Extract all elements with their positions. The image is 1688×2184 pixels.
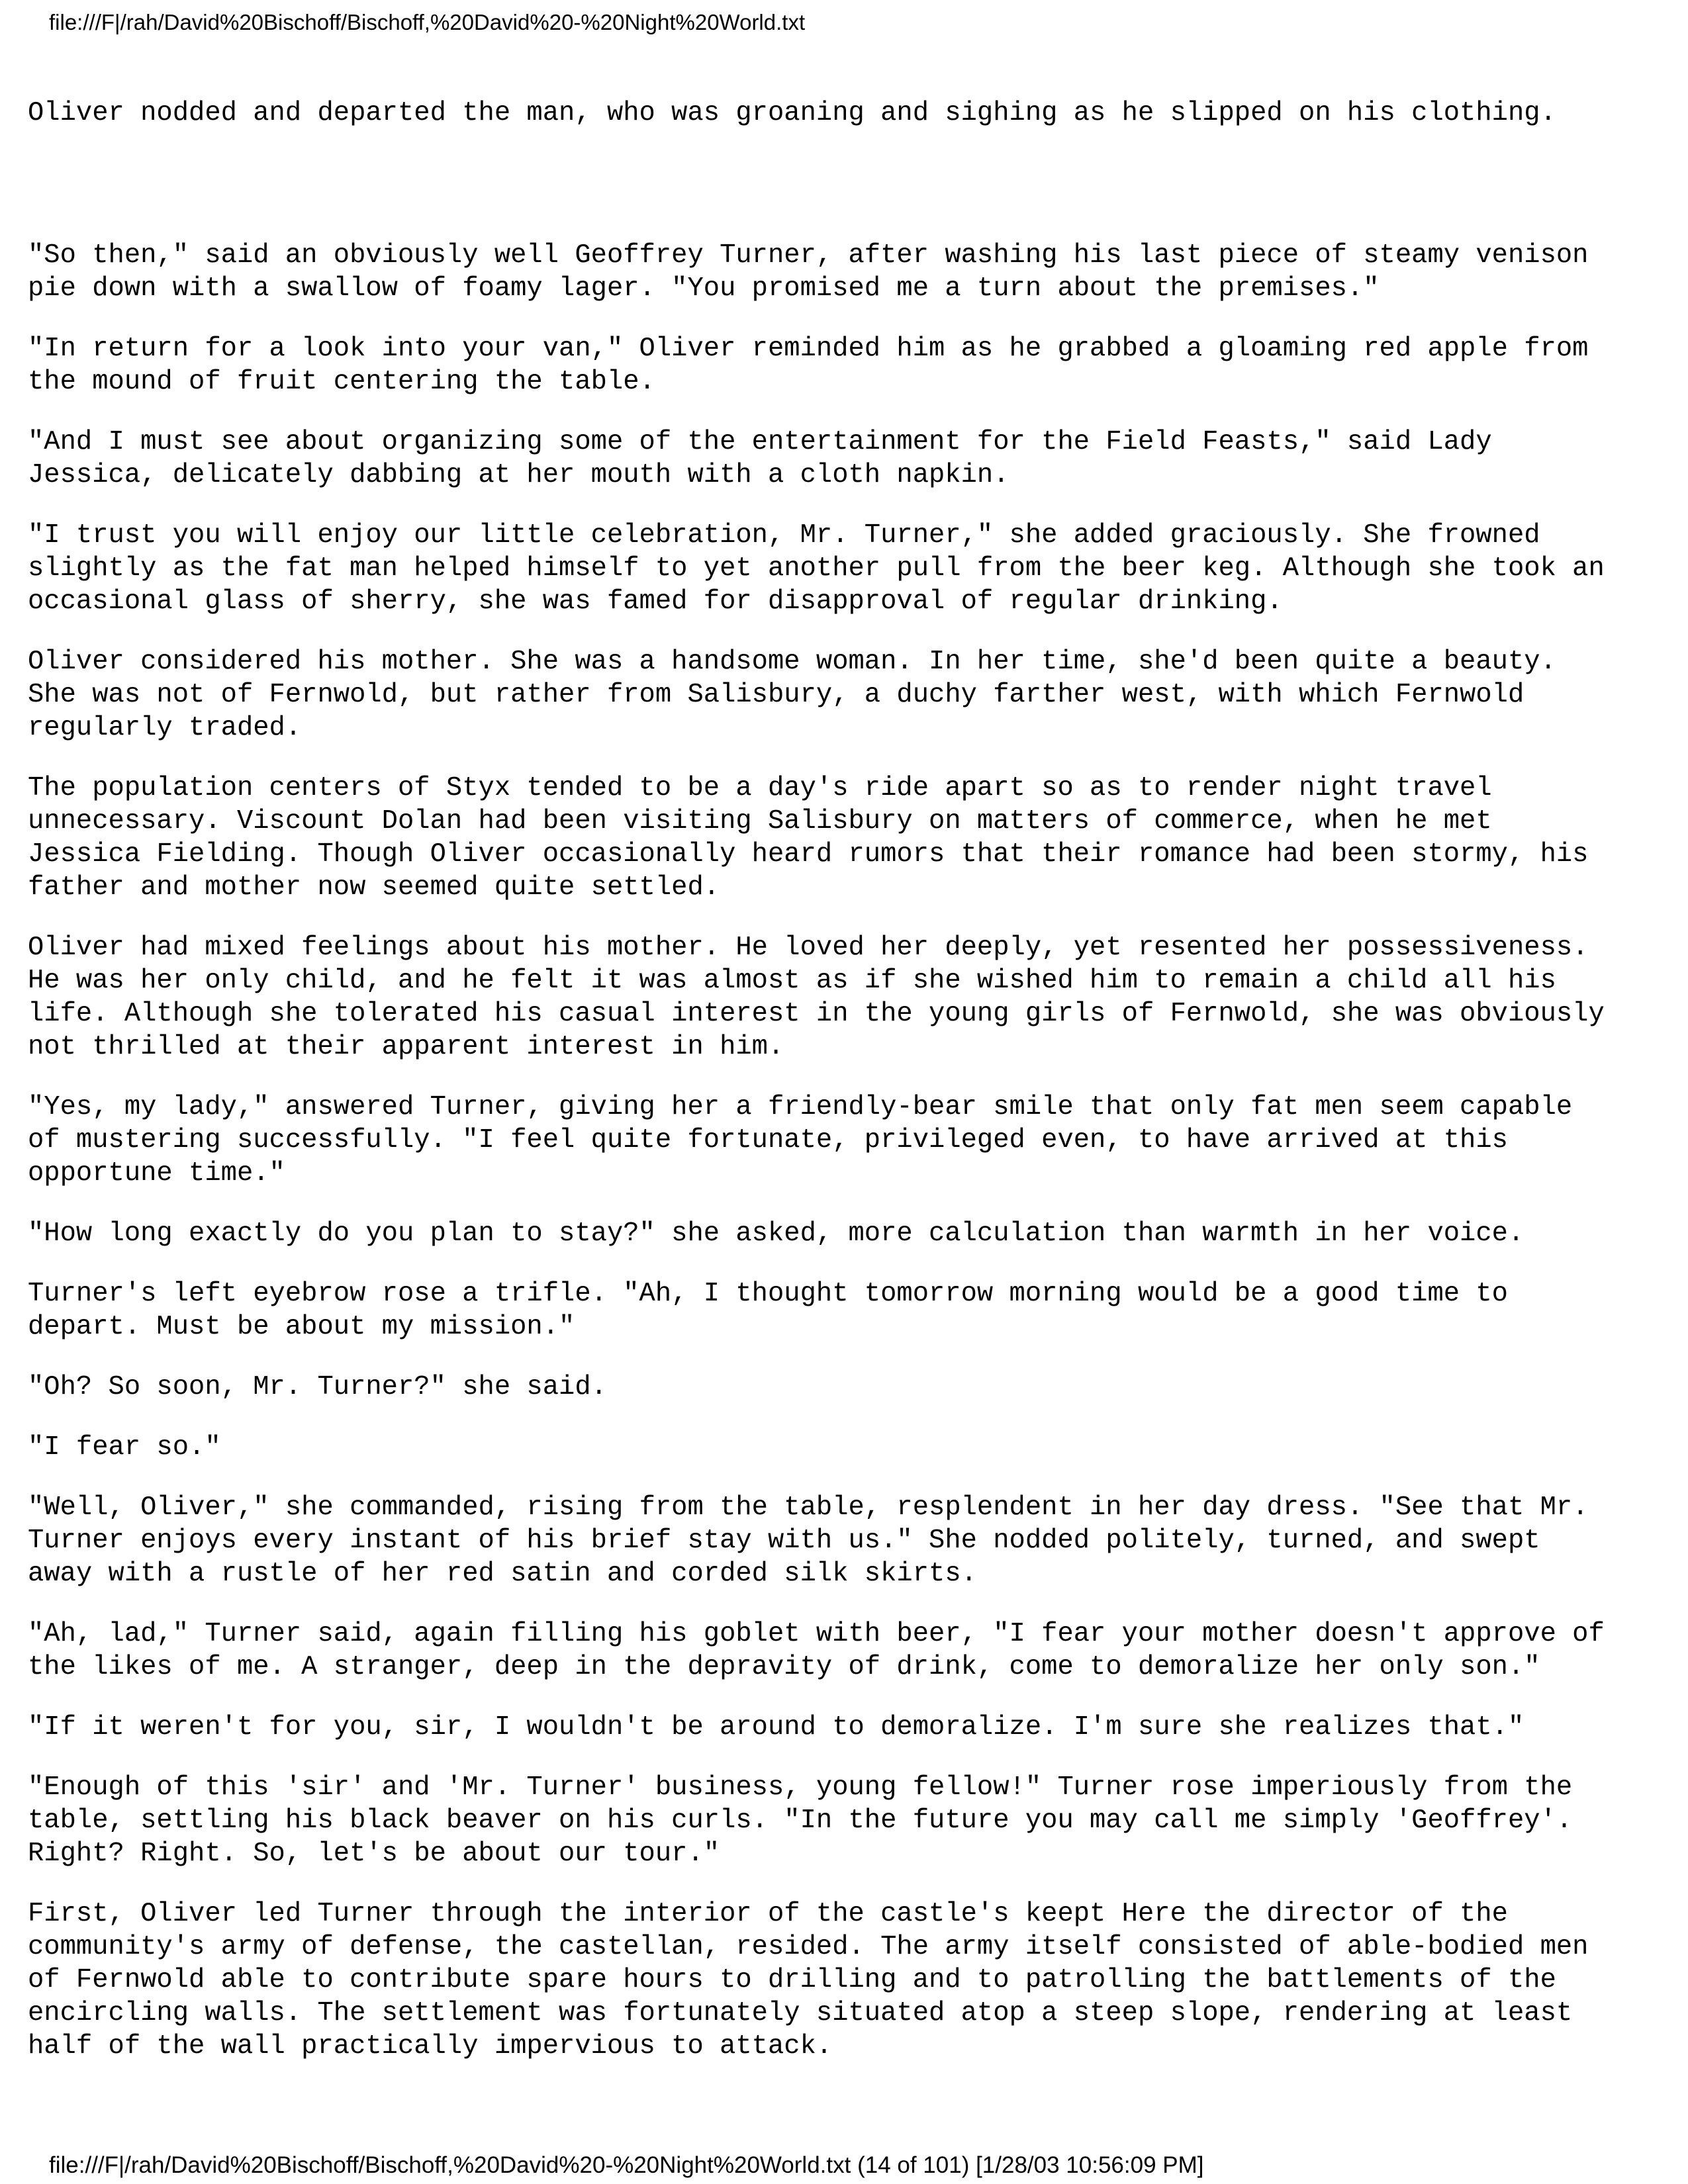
paragraph: Turner's left eyebrow rose a trifle. "Ah, I thought tomorrow morning would be a good time to depart. Must be about my mission."	[28, 1279, 1508, 1342]
paragraph: "I trust you will enjoy our little celebration, Mr. Turner," she added graciously. She frowned slightly as the fat man helped himself to yet another pull from the beer keg. Although she took an occasional glass of sherry, she was famed for disapproval of regular drinking.	[28, 520, 1605, 617]
paragraph: "Well, Oliver," she commanded, rising from the table, resplendent in her day dress. "See that Mr. Turner enjoys every instant of his brief stay with us." She nodded politely, turned, and swept away with a rustle of her red satin and corded silk skirts.	[28, 1492, 1589, 1589]
paragraph: "How long exactly do you plan to stay?" she asked, more calculation than warmth in her voice.	[28, 1218, 1524, 1249]
paragraph: First, Oliver led Turner through the interior of the castle's keept Here the director of the community's army of defense, the castellan, resided. The army itself consisted of able-bodied men of Fernwold able to contribute spare hours to drilling and to patrolling the battlements of the encircling walls. The settlement was fortunately situated atop a steep slope, rendering at least half of the wall practically impervious to attack.	[28, 1899, 1589, 2062]
paragraph: Oliver nodded and departed the man, who was groaning and sighing as he slipped on his clothing.	[28, 98, 1556, 128]
paragraph: "Yes, my lady," answered Turner, giving her a friendly-bear smile that only fat men seem capable of mustering successfully. "I feel quite fortunate, privileged even, to have arrived at this opportune time."	[28, 1092, 1573, 1189]
page-url-header: file:///F|/rah/David%20Bischoff/Bischoff,%20David%20-%20Night%20World.txt	[49, 10, 806, 34]
paragraph: "So then," said an obviously well Geoffrey Turner, after washing his last piece of steamy venison pie down with a swallow of foamy lager. "You promised me a turn about the premises."	[28, 240, 1589, 304]
paragraph: "In return for a look into your van," Oliver reminded him as he grabbed a gloaming red apple from the mound of fruit centering the table.	[28, 334, 1589, 397]
paragraph: "Oh? So soon, Mr. Turner?" she said.	[28, 1372, 607, 1402]
paragraph: Oliver considered his mother. She was a handsome woman. In her time, she'd been quite a beauty. She was not of Fernwold, but rather from Salisbury, a duchy farther west, with which Fernwold regularly traded.	[28, 647, 1556, 743]
paragraph: Oliver had mixed feelings about his mother. He loved her deeply, yet resented her possessiveness. He was her only child, and he felt it was almost as if she wished him to remain a child all his life. Although she tolerated his casual interest in the young girls of Fernwold, she was obviously not thrilled at their apparent interest in him.	[28, 933, 1605, 1062]
paragraph: "If it weren't for you, sir, I wouldn't be around to demoralize. I'm sure she realizes that."	[28, 1712, 1524, 1743]
document-body	[28, 97, 1656, 2090]
paragraph: The population centers of Styx tended to be a day's ride apart so as to render night travel unnecessary. Viscount Dolan had been visiting Salisbury on matters of commerce, when he met Jessica Fielding. Though Oliver occasionally heard rumors that their romance had been stormy, his father and mother now seemed quite settled.	[28, 773, 1589, 903]
page-footer: file:///F|/rah/David%20Bischoff/Bischoff,%20David%20-%20Night%20World.txt (14 of 101) [1/28/03 10:56:09 PM]	[49, 2152, 1204, 2178]
paragraph: "Enough of this 'sir' and 'Mr. Turner' business, young fellow!" Turner rose imperiously from the table, settling his black beaver on his curls. "In the future you may call me simply 'Geoffrey'. Right? Right. So, let's be about our tour."	[28, 1772, 1573, 1869]
paragraph: "And I must see about organizing some of the entertainment for the Field Feasts," said Lady Jessica, delicately dabbing at her mouth with a cloth napkin.	[28, 427, 1492, 490]
paragraph: "I fear so."	[28, 1432, 221, 1463]
paragraph: "Ah, lad," Turner said, again filling his goblet with beer, "I fear your mother doesn't approve of the likes of me. A stranger, deep in the depravity of drink, come to demoralize her only son."	[28, 1619, 1605, 1682]
